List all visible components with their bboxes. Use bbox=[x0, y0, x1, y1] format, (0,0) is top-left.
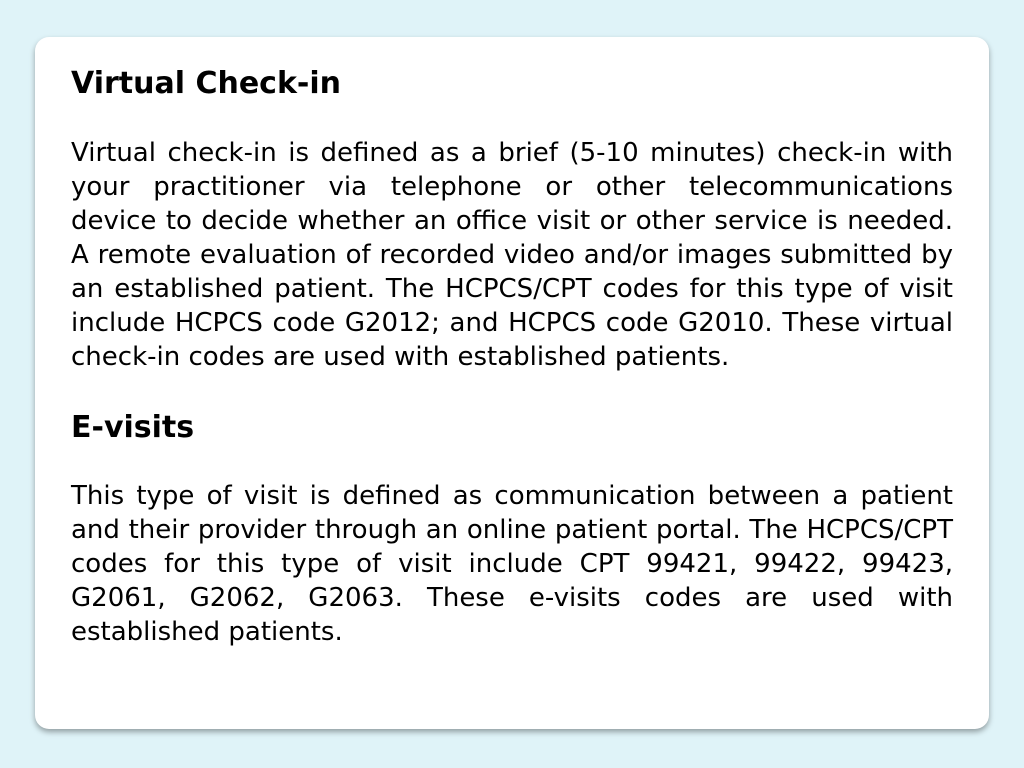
e-visits-heading: E-visits bbox=[71, 410, 195, 445]
virtual-check-in-paragraph: Virtual check-in is defined as a brief (5-10 minutes) check-in with your practitioner via telephone or other telecommunications device to decide whether an office visit or other service is needed. A remote evaluation of recorded video and/or images submitted by an established patient. The HCPCS/CPT codes for this type of visit include HCPCS code G2012; and HCPCS code G2010. These virtual check-in codes are used with established patients. bbox=[71, 138, 953, 372]
slide-card bbox=[35, 37, 989, 729]
e-visits-paragraph: This type of visit is defined as communication between a patient and their provider through an online patient portal. The HCPCS/CPT codes for this type of visit include CPT 99421, 99422, 99423, G2061, G2062, G2063. These e-visits codes are used with established patients. bbox=[71, 481, 953, 647]
virtual-check-in-heading: Virtual Check-in bbox=[71, 66, 341, 101]
